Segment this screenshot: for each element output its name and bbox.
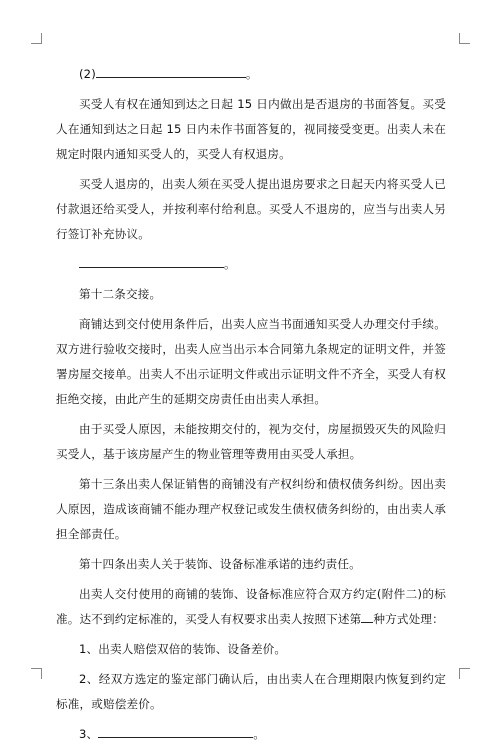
item-2-blank-paragraph [56, 62, 446, 87]
handover-paragraph: 商铺达到交付使用条件后，出卖人应当书面通知买受人办理交付手续。双方进行验收交接时，出卖人应当出示本合同第九条规定的证明文件，并签署房屋交接单。出卖人不出示证明文件或出示证明文件不齐全，买受人有权拒绝交接，由此产生的延期交房责任由出卖人承担。 [56, 317, 446, 406]
document-page [56, 62, 446, 752]
option-3-label: 3、 [79, 727, 99, 741]
page-corner-mark-top-right [459, 33, 470, 44]
page-corner-mark-bottom-left [31, 668, 42, 679]
fill-in-blank-line [98, 725, 253, 738]
buyer-delay-paragraph: 由于买受人原因，未能按期交付的，视为交付，房屋损毁灭失的风险归买受人，基于该房屋产生的物业管理等费用由买受人承担。 [56, 422, 446, 461]
option-1-paragraph: 1、出卖人赔偿双倍的装饰、设备差价。 [79, 642, 287, 656]
option-3-paragraph [56, 722, 446, 747]
blank-line-period: 。 [224, 257, 236, 271]
article-12-heading: 第十二条交接。 [79, 287, 162, 301]
refund-paragraph: 买受人退房的，出卖人须在买受人提出退房要求之日起天内将买受人已付款退还给买受人，并按利率付给利息。买受人不退房的，应当与出卖人另行签订补充协议。 [56, 177, 446, 241]
page-corner-mark-top-left [31, 33, 42, 44]
item-2-label: (2) [79, 67, 96, 81]
decoration-standard-text-start: 出卖人交付使用的商铺的装饰、设备标准应符合双方约定(附件二)的标准。达不到约定标准的，买受人有权要求出卖人按照下述第 [56, 587, 446, 626]
option-3-period: 。 [253, 727, 266, 741]
reply-deadline-paragraph: 买受人有权在通知到达之日起 15 日内做出是否退房的书面答复。买受人在通知到达之日起 15 日内未作书面答复的，视同接受变更。出卖人未在规定时限内通知买受人的，买受人有权退房。 [56, 97, 446, 161]
option-2-paragraph: 2、经双方选定的鉴定部门确认后，由出卖人在合理期限内恢复到约定标准，或赔偿差价。 [56, 672, 446, 711]
page-corner-mark-bottom-right [459, 668, 470, 679]
article-13-paragraph: 第十三条出卖人保证销售的商铺没有产权纠纷和债权债务纠纷。因出卖人原因，造成该商铺不能办理产权登记或发生债权债务纠纷的，由出卖人承担全部责任。 [56, 477, 446, 541]
fill-in-blank-line [79, 255, 224, 268]
decoration-standard-paragraph [56, 582, 446, 632]
blank-line-paragraph [56, 252, 446, 277]
option-number-blank [361, 610, 373, 623]
decoration-standard-text-end: 种方式处理： [373, 612, 444, 626]
item-2-period: 。 [245, 67, 258, 81]
article-14-heading: 第十四条出卖人关于装饰、设备标准承诺的违约责任。 [79, 557, 361, 571]
fill-in-blank-line [96, 65, 246, 78]
